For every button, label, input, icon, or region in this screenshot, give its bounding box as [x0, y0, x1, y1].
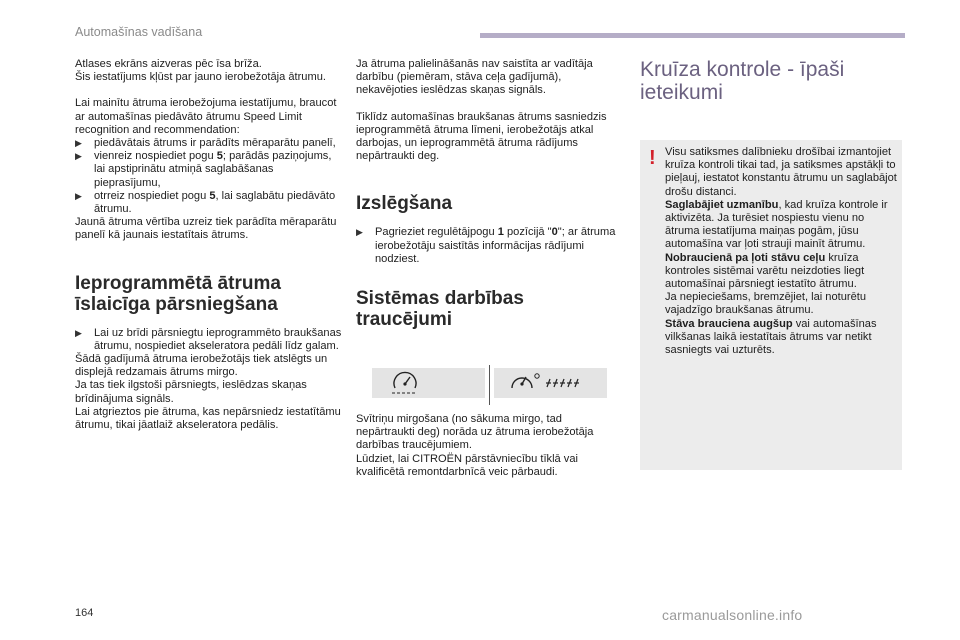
paragraph: [665, 199, 897, 252]
paragraph: Šādā gadījumā ātruma ierobežotājs tiek atslēgts un displejā redzamais ātrums mirgo. Ja tas tiek ilgstoši pārsniegts, ieslēdzas skaņas brīdinājuma signāls. Lai atgrieztos pie ātruma, kas nepārsniedz iestatītāmu ātrumu, tikai jāatlaiž akseleratora pedālis.: [75, 353, 341, 432]
list-item: [75, 190, 343, 216]
page-number: 164: [75, 607, 94, 619]
bullet-arrow-icon: ▶: [75, 327, 82, 338]
paragraph: [665, 318, 897, 358]
paragraph: Tiklīdz automašīnas braukšanas ātrums sasniedzis ieprogrammētā ātruma līmeni, ierobežotājs atkal darbojas, un ieprogrammētā ātruma rādījums nepārtraukti deg.: [356, 110, 607, 163]
list-item-text: ; parādās paziņojums, lai apstiprinātu atmiņā saglabāšanas pieprasījumu,: [94, 150, 332, 189]
speed-limit-dashes-icon: [494, 368, 607, 398]
paragraph: Ja ātruma palielināšanās nav saistīta ar vadītāja darbību (piemēram, stāva ceļa gadījumā), nekavējoties ieslēdzas skaņas signāls.: [356, 58, 593, 97]
paragraph: Visu satiksmes dalībnieku drošībai izmantojiet kruīza kontroli tikai tad, ja satiksmes apstākļi to pieļauj, iestatot konstantu ātrumu un saglabājot drošu distanci.: [665, 146, 897, 198]
speedometer-icon: [372, 368, 485, 398]
list-item-text: piedāvātais ātrums ir parādīts mēraparātu panelī,: [94, 137, 336, 150]
section-heading: Sistēmas darbības traucējumi: [356, 288, 524, 331]
list-item-text: , lai saglabātu piedāvāto ātrumu.: [94, 189, 336, 216]
paragraph-text: vai automašīnas vilkšanas laikā iestatītais ātrums var netikt sasniegts vai uzturēts.: [665, 317, 877, 357]
list-item-text: Lai uz brīdi pārsniegtu ieprogrammēto braukšanas ātrumu, nospiediet akseleratora pedāli līdz galam.: [94, 326, 342, 352]
bold-phrase: Saglabājiet uzmanību: [665, 198, 779, 211]
bullet-arrow-icon: ▶: [75, 138, 82, 149]
list-item-text: otrreiz nospiediet pogu: [94, 189, 210, 202]
paragraph-text: kruīza kontroles sistēmai varētu neizdoties liegt automašīnai pārsniegt iestatīto ātrumu. Ja nepieciešams, bremzējiet, lai noturētu vajadzīgo braukšanas ātrumu.: [665, 251, 867, 317]
bold-phrase: Stāva brauciena augšup: [665, 317, 793, 330]
knob-number: 1: [497, 226, 504, 239]
paragraph: Jaunā ātruma vērtība uzreiz tiek parādīta mēraparātu panelī kā jaunais iestatītais ātrums.: [75, 216, 337, 242]
section-heading: Ieprogrammētā ātruma īslaicīga pārsniegšana: [75, 272, 281, 315]
list-item-text: "; ar ātruma ierobežotāju saistītās informācijas rādījumi nodziest.: [375, 226, 616, 265]
speed-limit-illustration: [494, 368, 607, 398]
list-item-text: Pagrieziet regulētājpogu: [375, 226, 498, 239]
list-item: [75, 327, 343, 353]
section-subtitle: Kruīza kontrole - īpaši ieteikumi: [640, 58, 845, 104]
page-header-bar: [480, 33, 905, 38]
warning-box: [640, 140, 902, 470]
list-item: [75, 150, 343, 190]
page-header-title: Automašīnas vadīšana: [75, 25, 203, 39]
warning-text: [665, 146, 897, 357]
paragraph-text: , kad kruīza kontrole ir aktivizēta. Ja turēsiet nospiestu vienu no ātruma iestatījuma maiņas pogām, jūsu automašīna var ļoti strauji mainīt ātrumu.: [665, 198, 888, 251]
bullet-arrow-icon: ▶: [356, 227, 363, 238]
position-number: 0: [551, 226, 558, 239]
button-number: 5: [216, 150, 223, 163]
paragraph: Lai mainītu ātruma ierobežojuma iestatījumu, braucot ar automašīnas piedāvāto ātrumu Speed Limit recognition and recommendation:: [75, 97, 337, 136]
section-heading: Izslēgšana: [356, 193, 453, 215]
paragraph: Atlases ekrāns aizveras pēc īsa brīža. Šis iestatījums kļūst par jauno ierobežotāja ātrumu.: [75, 58, 326, 84]
list-item-text: pozīcijā ": [503, 226, 552, 239]
list-item: [356, 226, 616, 266]
warning-mark-icon: !: [649, 147, 656, 169]
paragraph: Svītriņu mirgošana (no sākuma mirgo, tad nepārtraukti deg) norāda uz ātruma ierobežotāja darbības traucējumiem. Lūdziet, lai CITROËN pārstāvniecību tīklā vai kvalificētā remontdarbnīcā veic pārbaudi.: [356, 413, 594, 478]
illustration-divider: [489, 365, 490, 405]
column-middle: [356, 58, 616, 342]
paragraph: [665, 252, 897, 318]
column-left: [75, 58, 343, 432]
bold-phrase: Nobraucienā pa ļoti stāvu ceļu: [665, 251, 826, 264]
list-item-text: vienreiz nospiediet pogu: [94, 150, 217, 163]
bullet-arrow-icon: ▶: [75, 151, 82, 162]
list-item: [75, 137, 343, 150]
button-number: 5: [209, 189, 216, 202]
column-right: [640, 58, 905, 116]
speedometer-illustration: [372, 368, 485, 398]
bullet-arrow-icon: ▶: [75, 190, 82, 201]
malfunction-text: [356, 413, 616, 479]
watermark: carmanualsonline.info: [662, 607, 803, 623]
